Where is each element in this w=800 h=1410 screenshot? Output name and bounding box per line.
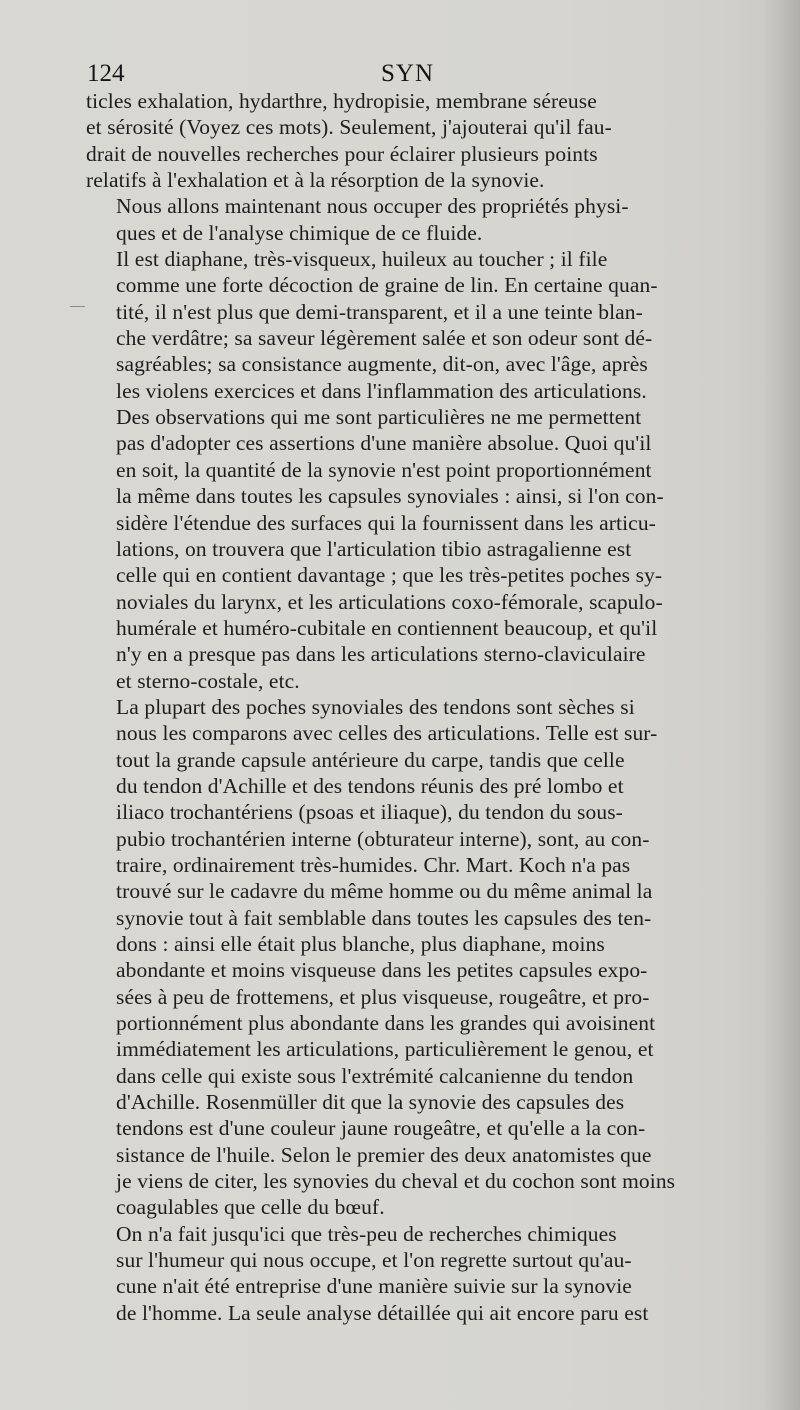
text-line: trouvé sur le cadavre du même homme ou du même animal la — [116, 879, 653, 904]
text-line: je viens de citer, les synovies du cheval et du cochon sont moins — [116, 1169, 676, 1194]
text-line: sistance de l'huile. Selon le premier des deux anatomistes que — [116, 1142, 652, 1167]
text-line: en soit, la quantité de la synovie n'est point proportionnément — [116, 457, 652, 482]
text-line: relatifs à l'exhalation et à la résorption de la synovie. — [86, 168, 545, 193]
text-line: et sterno-costale, etc. — [116, 668, 300, 693]
paragraph-physical-properties — [86, 193, 756, 246]
page-header — [87, 58, 755, 90]
paragraph-chemical-research — [86, 1221, 756, 1326]
text-line: che verdâtre; sa saveur légèrement salée et son odeur sont dé- — [116, 326, 653, 351]
text-line: noviales du larynx, et les articulations coxo-fémorale, scapulo- — [116, 589, 663, 614]
text-line: ques et de l'analyse chimique de ce fluide. — [116, 220, 483, 245]
text-line: drait de nouvelles recherches pour éclairer plusieurs points — [86, 141, 598, 166]
text-line: celle qui en contient davantage ; que les très-petites poches sy- — [116, 563, 663, 588]
page-edge-shadow — [762, 0, 800, 1410]
text-line: les violens exercices et dans l'inflammation des articulations. — [116, 378, 647, 403]
text-line: Nous allons maintenant nous occuper des propriétés physi- — [116, 194, 629, 219]
text-line: sur l'humeur qui nous occupe, et l'on regrette surtout qu'au- — [116, 1248, 632, 1273]
text-line: abondante et moins visqueuse dans les petites capsules expo- — [116, 958, 648, 983]
text-line: cune n'ait été entreprise d'une manière suivie sur la synovie — [116, 1274, 632, 1299]
text-line: iliaco trochantériens (psoas et iliaque), du tendon du sous- — [116, 800, 623, 825]
text-line: dans celle qui existe sous l'extrémité calcanienne du tendon — [116, 1063, 634, 1088]
text-line: de l'homme. La seule analyse détaillée qui ait encore paru est — [116, 1300, 649, 1325]
text-line: tendons est d'une couleur jaune rougeâtre, et qu'elle a la con- — [116, 1116, 646, 1141]
text-line: comme une forte décoction de graine de lin. En certaine quan- — [116, 273, 658, 298]
text-line: On n'a fait jusqu'ici que très-peu de recherches chimiques — [116, 1221, 617, 1246]
running-head: SYN — [381, 60, 435, 87]
paragraph-description — [86, 246, 756, 694]
text-line: Il est diaphane, très-visqueux, huileux au toucher ; il file — [116, 247, 608, 272]
margin-mark — [70, 306, 85, 307]
text-line: Des observations qui me sont particulières ne me permettent — [116, 405, 642, 430]
text-line: tité, il n'est plus que demi-transparent, et il a une teinte blan- — [116, 299, 643, 324]
text-line: synovie tout à fait semblable dans toutes les capsules des ten- — [116, 905, 652, 930]
text-line: tout la grande capsule antérieure du carpe, tandis que celle — [116, 747, 625, 772]
text-line: sidère l'étendue des surfaces qui la fournissent dans les articu- — [116, 510, 656, 535]
text-line: ticles exhalation, hydarthre, hydropisie, membrane séreuse — [86, 89, 597, 113]
page-number: 124 — [87, 60, 125, 87]
text-line: humérale et huméro-cubitale en contiennent beaucoup, et qu'il — [116, 615, 658, 640]
text-line: La plupart des poches synoviales des tendons sont sèches si — [116, 694, 635, 719]
book-text — [86, 88, 756, 1326]
text-line: sées à peu de frottemens, et plus visqueuse, rougeâtre, et pro- — [116, 984, 650, 1009]
text-line: lations, on trouvera que l'articulation tibio astragalienne est — [116, 536, 632, 561]
text-line: immédiatement les articulations, particulièrement le genou, et — [116, 1037, 654, 1062]
text-line: nous les comparons avec celles des articulations. Telle est sur- — [116, 721, 658, 746]
paragraph-tendon-capsules — [86, 694, 756, 1221]
text-line: portionnément plus abondante dans les grandes qui avoisinent — [116, 1011, 656, 1036]
text-line: et sérosité (Voyez ces mots). Seulement, j'ajouterai qu'il fau- — [86, 115, 612, 140]
text-line: n'y en a presque pas dans les articulations sterno-claviculaire — [116, 642, 646, 667]
text-line: d'Achille. Rosenmüller dit que la synovie des capsules des — [116, 1090, 625, 1115]
text-line: la même dans toutes les capsules synoviales : ainsi, si l'on con- — [116, 484, 664, 509]
text-line: du tendon d'Achille et des tendons réunis des pré lombo et — [116, 773, 624, 798]
text-line: pubio trochantérien interne (obturateur interne), sont, au con- — [116, 826, 650, 851]
text-line: sagréables; sa consistance augmente, dit-on, avec l'âge, après — [116, 352, 648, 377]
text-line: traire, ordinairement très-humides. Chr. Mart. Koch n'a pas — [116, 852, 631, 877]
text-line: pas d'adopter ces assertions d'une manière absolue. Quoi qu'il — [116, 431, 652, 456]
text-line: dons : ainsi elle était plus blanche, plus diaphane, moins — [116, 932, 605, 956]
paragraph-continuation — [86, 88, 756, 193]
text-line: coagulables que celle du bœuf. — [116, 1195, 385, 1220]
